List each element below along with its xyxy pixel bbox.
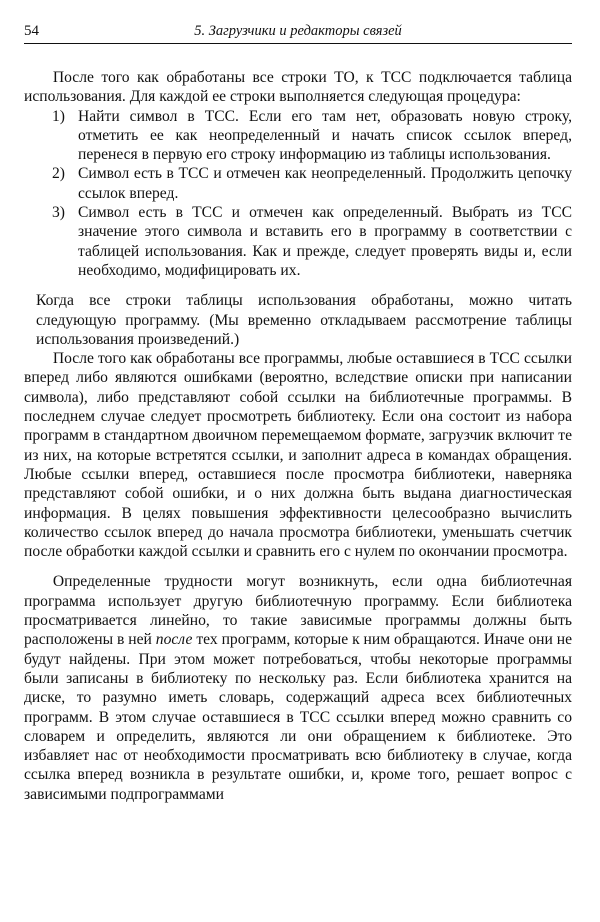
list-marker: 2) xyxy=(52,165,65,183)
paragraph-intro: После того как обработаны все строки ТО, к ТСС подключается таблица использования. Для каждой ее строки выполняется следующая процедура: xyxy=(24,69,572,106)
list-item-text: Символ есть в ТСС и отмечен как определенный. Выбрать из ТСС значение этого символа и вставить его в программу в соответствии с таблицей использования. Как и прежде, следует проверять виды и, если необходимо, модифицировать их. xyxy=(78,204,572,279)
list-marker: 1) xyxy=(52,107,65,125)
book-page xyxy=(24,22,572,804)
page-number: 54 xyxy=(24,23,39,39)
paragraph-text-part: тех программ, которые к ним обращаются. Иначе они не будут найдены. При этом может потребоваться, чтобы некоторые программы были записаны в библиотеку по нескольку раз. Если библиотека хранится на диске, то разумно иметь словарь, содержащий адреса всех библиотечных программ. В этом случае оставшиеся в ТСС ссылки вперед можно сравнить со словарем и определить, являются ли они обращением к библиотеке. Это избавляет нас от необходимости просматривать всю библиотеку в случае, когда ссылка вперед возникла в результате ошибки, и, кроме того, решает вопрос с зависимыми подпрограммами xyxy=(24,631,573,803)
list-item xyxy=(52,164,572,203)
paragraph-dependent-programs xyxy=(24,572,572,804)
chapter-title: 5. Загрузчики и редакторы связей xyxy=(194,23,402,39)
list-item xyxy=(52,203,572,280)
running-header xyxy=(24,22,572,44)
list-marker: 3) xyxy=(52,204,65,222)
paragraph-next-program: Когда все строки таблицы использования обработаны, можно читать следующую программу. (Мы временно откладываем рассмотрение таблицы использования произведений.) xyxy=(36,292,572,348)
body-text xyxy=(24,68,572,804)
paragraph-text-part: Определенные трудности могут возникнуть, если одна библиотечная программа использует другую библиотечную программу. Если библиотека просматривается линейно, то такие зависимые программы должны быть расположены в ней xyxy=(24,573,572,649)
list-item xyxy=(52,107,572,165)
procedure-list xyxy=(24,107,572,281)
paragraph-library-search: После того как обработаны все программы, любые оставшиеся в ТСС ссылки вперед либо являются ошибками (вероятно, вследствие описки при написании символа), либо представляют собой ссылки на библиотечные программы. В последнем случае следует просмотреть библиотеку. Если она состоит из набора программ в стандартном двоичном перемещаемом формате, загрузчик включит те из них, на которые встретятся ссылки, и заполнит адреса в командах обращения. Любые ссылки вперед, оставшиеся после просмотра библиотеки, наверняка представляют собой ошибки, и о них должна быть выдана диагностическая информация. В целях повышения эффективности целесообразно вычислить количество ссылок вперед до начала просмотра библиотеки, уменьшать счетчик после обработки каждой ссылки и сравнить его с нулем по окончании просмотра. xyxy=(24,350,572,561)
list-item-text: Символ есть в ТСС и отмечен как неопределенный. Продолжить цепочку ссылок вперед. xyxy=(78,165,572,202)
list-item-text: Найти символ в ТСС. Если его там нет, образовать новую строку, отметить ее как неопределенный и начать список ссылок вперед, перенеся в первую его строку информацию из таблицы использования. xyxy=(78,107,572,164)
emphasis-word: после xyxy=(155,631,193,649)
